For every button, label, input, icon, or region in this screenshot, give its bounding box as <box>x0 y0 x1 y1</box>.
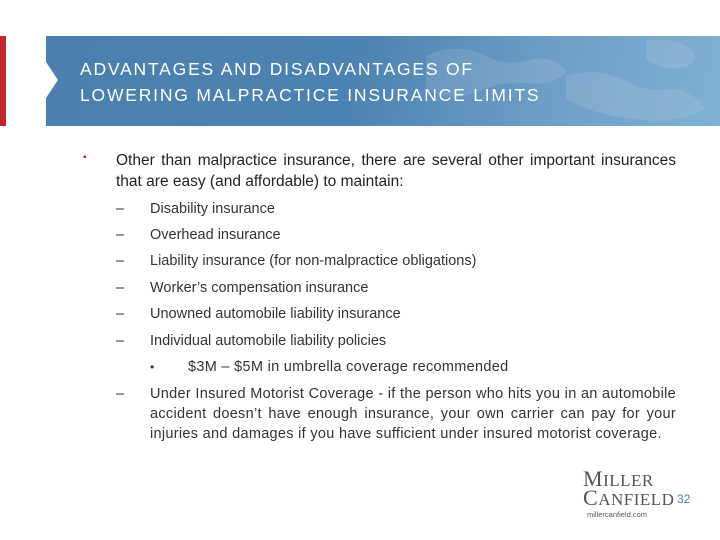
logo-line-1: MILLER <box>583 466 654 491</box>
nested-list-item-label: $3M – $5M in umbrella coverage recommended <box>188 359 509 375</box>
list-item-label: Overhead insurance <box>150 227 281 243</box>
list-item-label: Individual automobile liability policies <box>150 333 387 349</box>
slide-title-line-2: LOWERING MALPRACTICE INSURANCE LIMITS <box>80 85 541 105</box>
dash-bullet: – <box>116 386 125 402</box>
banner-notch <box>46 62 58 98</box>
dash-bullet: – <box>116 227 125 243</box>
accent-bar <box>0 36 6 126</box>
list-item-label: Liability insurance (for non-malpractice obligations) <box>150 253 477 269</box>
dash-bullet: – <box>116 253 125 269</box>
dash-bullet: – <box>116 280 125 296</box>
website-url: millercanfield.com <box>587 510 648 519</box>
list-item-label: Worker’s compensation insurance <box>150 280 369 296</box>
logo-line-2: CANFIELD <box>583 485 675 510</box>
main-bullet-text: Other than malpractice insurance, there are several other important insurances that are easy (and affordable) to maintain: <box>116 152 676 190</box>
list-item-label: Unowned automobile liability insurance <box>150 306 401 322</box>
dash-bullet: – <box>116 306 125 322</box>
list-item-label: Under Insured Motorist Coverage - if the person who hits you in an automobile accident doesn’t have enough insurance, your own carrier can pay for your injuries and damages if you have sufficient under insured motorist coverage. <box>150 386 676 442</box>
slide-title <box>80 56 700 108</box>
dot-bullet: • <box>150 360 155 374</box>
square-bullet-icon: ▪ <box>83 152 87 163</box>
dash-bullet: – <box>116 333 125 349</box>
slide-title-line-1: ADVANTAGES AND DISADVANTAGES OF <box>80 59 474 79</box>
list-item-label: Disability insurance <box>150 201 275 217</box>
page-number: 32 <box>677 492 691 506</box>
dash-bullet: – <box>116 201 125 217</box>
title-banner <box>46 36 720 126</box>
